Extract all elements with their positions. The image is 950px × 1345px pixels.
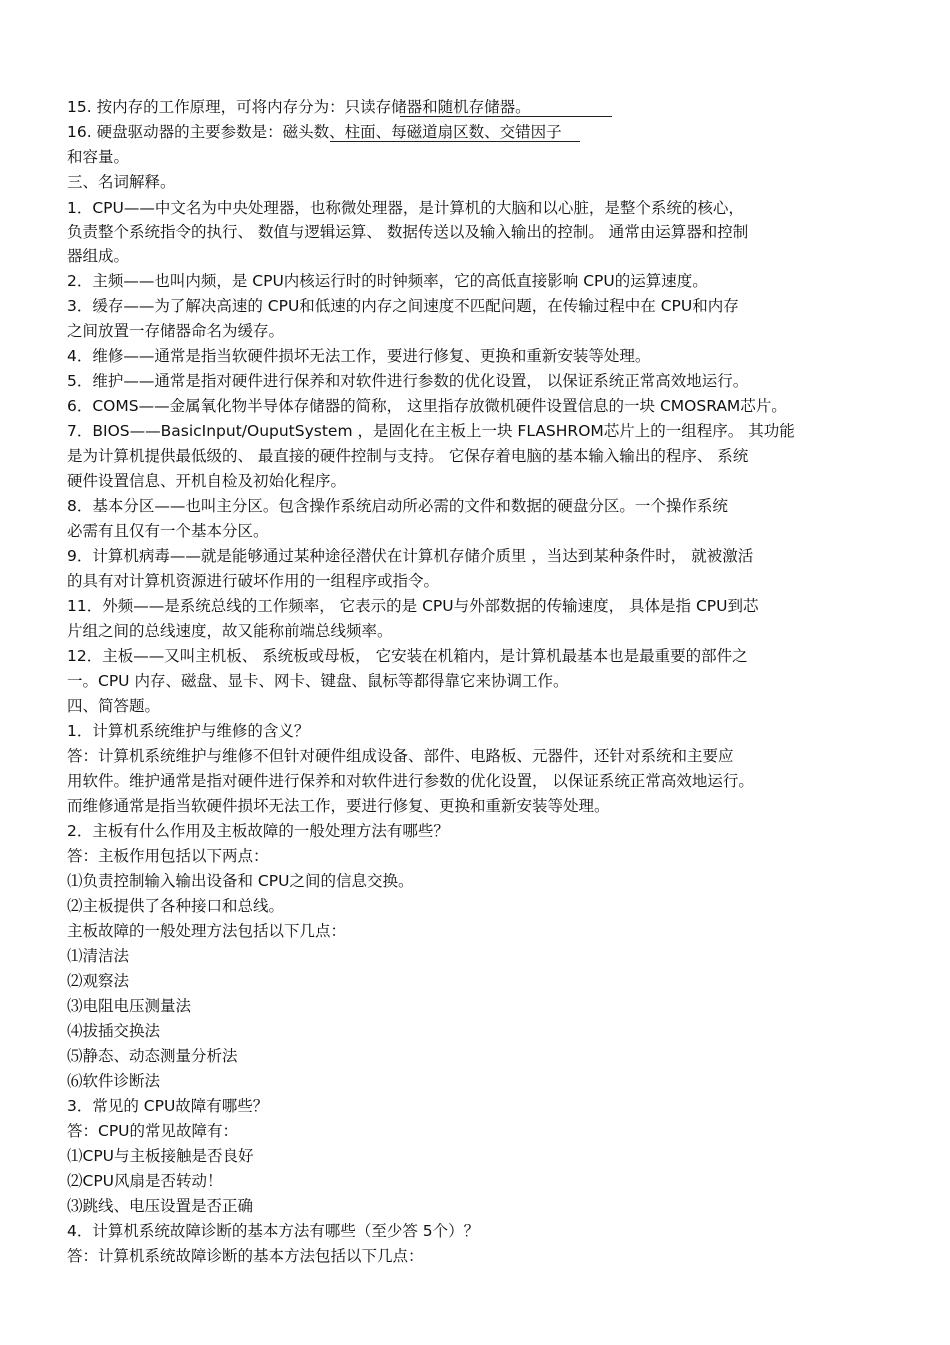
text-line: 答：计算机系统维护与维修不但针对硬件组成设备、部件、电路板、元器件，还针对系统和主要应 (67, 747, 734, 765)
text-line: 答：计算机系统故障诊断的基本方法包括以下几点： (67, 1247, 424, 1265)
question-line: 4．计算机系统故障诊断的基本方法有哪些（至少答 5个）？ (67, 1222, 480, 1240)
text-line: 答：主板作用包括以下两点： (67, 847, 269, 865)
text-line: 16. 硬盘驱动器的主要参数是：磁头数、柱面、每磁道扇区数、交错因子 (67, 123, 562, 141)
text-line: 8．基本分区——也叫主分区。包含操作系统启动所必需的文件和数据的硬盘分区。一个操作系统 (67, 497, 728, 515)
text-line: 15. 按内存的工作原理，可将内存分为：只读存储器和随机存储器。 (67, 98, 531, 116)
list-item: ⑷拔插交换法 (67, 1022, 161, 1040)
text-line: 的具有对计算机资源进行破坏作用的一组程序或指令。 (67, 572, 440, 590)
underline-mark (400, 116, 612, 117)
list-item: ⑵观察法 (67, 972, 130, 990)
text-line: 用软件。维护通常是指对硬件进行保养和对软件进行参数的优化设置， 以保证系统正常高效地运行。 (67, 772, 754, 790)
text-line: 片组之间的总线速度，故又能称前端总线频率。 (67, 622, 393, 640)
text-line: 必需有且仅有一个基本分区。 (67, 522, 269, 540)
text-line: 一。CPU 内存、磁盘、显卡、网卡、键盘、鼠标等都得靠它来协调工作。 (67, 672, 569, 690)
text-line: 3．缓存——为了解决高速的 CPU和低速的内存之间速度不匹配问题，在传输过程中在 CPU和内存 (67, 297, 739, 315)
section-heading: 三、名词解释。 (67, 173, 176, 191)
text-line: 器组成。 (67, 247, 130, 265)
text-line: 12．主板——又叫主机板、 系统板或母板， 它安装在机箱内，是计算机最基本也是最重要的部件之 (67, 647, 748, 665)
text-line: 7．BIOS——BasicInput/OuputSystem ，是固化在主板上一块 FLASHROM芯片上的一组程序。 其功能 (67, 422, 795, 440)
text-line: 答：CPU的常见故障有： (67, 1122, 239, 1140)
text-line: 5．维护——通常是指对硬件进行保养和对软件进行参数的优化设置， 以保证系统正常高效地运行。 (67, 372, 749, 390)
text-line: 主板故障的一般处理方法包括以下几点： (67, 922, 347, 940)
text-line: 硬件设置信息、开机自检及初始化程序。 (67, 472, 347, 490)
question-line: 1．计算机系统维护与维修的含义？ (67, 722, 310, 740)
text-line: 负责整个系统指令的执行、 数值与逻辑运算、 数据传送以及输入输出的控制。 通常由运算器和控制 (67, 223, 749, 241)
question-line: 3．常见的 CPU故障有哪些？ (67, 1097, 269, 1115)
list-item: ⑴负责控制输入输出设备和 CPU之间的信息交换。 (67, 872, 414, 890)
underline-mark (330, 141, 580, 142)
text-line: 11．外频——是系统总线的工作频率， 它表示的是 CPU与外部数据的传输速度， 具体是指 CPU到芯 (67, 597, 759, 615)
list-item: ⑸静态、动态测量分析法 (67, 1047, 238, 1065)
text-line: 2．主频——也叫内频，是 CPU内核运行时的时钟频率，它的高低直接影响 CPU的运算速度。 (67, 272, 708, 290)
text-line: 1．CPU——中文名为中央处理器，也称微处理器，是计算机的大脑和以心脏，是整个系统的核心， (67, 199, 744, 217)
list-item: ⑶电阻电压测量法 (67, 997, 192, 1015)
list-item: ⑶跳线、电压设置是否正确 (67, 1197, 254, 1215)
text-line: 而维修通常是指当软硬件损坏无法工作，要进行修复、更换和重新安装等处理。 (67, 797, 610, 815)
list-item: ⑵CPU风扇是否转动！ (67, 1172, 223, 1190)
list-item: ⑹软件诊断法 (67, 1072, 161, 1090)
list-item: ⑵主板提供了各种接口和总线。 (67, 897, 285, 915)
section-heading: 四、简答题。 (67, 697, 161, 715)
text-line: 之间放置一存储器命名为缓存。 (67, 322, 285, 340)
text-line: 9．计算机病毒——就是能够通过某种途径潜伏在计算机存储介质里 ，当达到某种条件时， 就被激活 (67, 547, 754, 565)
list-item: ⑴CPU与主板接触是否良好 (67, 1147, 254, 1165)
text-line: 是为计算机提供最低级的、 最直接的硬件控制与支持。 它保存着电脑的基本输入输出的程序、 系统 (67, 447, 749, 465)
question-line: 2．主板有什么作用及主板故障的一般处理方法有哪些？ (67, 822, 449, 840)
list-item: ⑴清洁法 (67, 947, 130, 965)
text-line: 6．COMS——金属氧化物半导体存储器的简称， 这里指存放微机硬件设置信息的一块 CMOSRAM芯片。 (67, 397, 787, 415)
text-line: 和容量。 (67, 148, 130, 166)
text-line: 4．维修——通常是指当软硬件损坏无法工作，要进行修复、更换和重新安装等处理。 (67, 347, 651, 365)
